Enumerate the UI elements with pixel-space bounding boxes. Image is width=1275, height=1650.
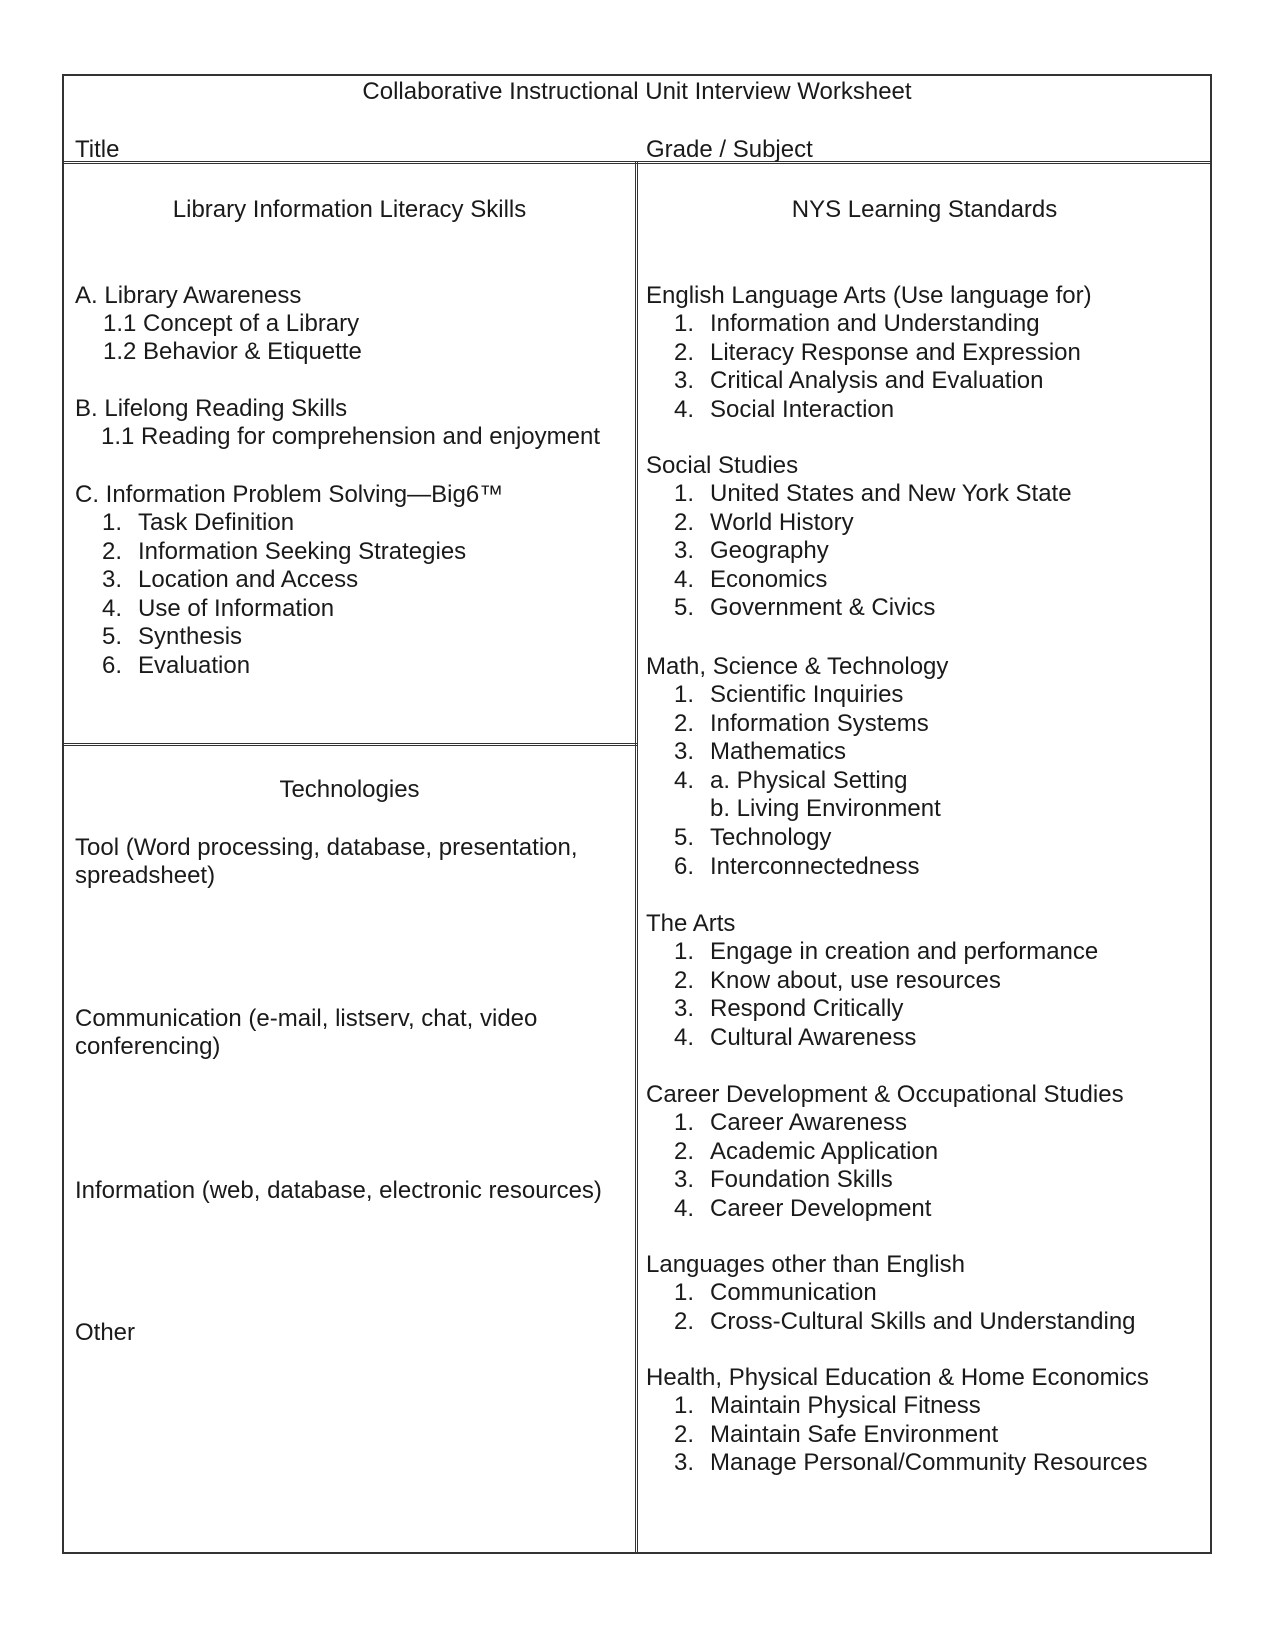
- list-item: 1.2 Behavior & Etiquette: [103, 338, 362, 365]
- section-label: B. Lifelong Reading Skills: [75, 395, 348, 422]
- list-item: 3. Respond Critically: [674, 995, 904, 1023]
- list-item: b. Living Environment: [710, 795, 941, 823]
- health-list: [674, 1392, 1148, 1478]
- list-item: 1. Scientific Inquiries: [674, 681, 904, 708]
- list-item: 1. Communication: [674, 1279, 877, 1306]
- list-item: 1. Engage in creation and performance: [674, 938, 1099, 965]
- career-list: [674, 1109, 938, 1223]
- list-item: 2. Literacy Response and Expression: [674, 338, 1081, 366]
- section-label: Languages other than English: [646, 1251, 965, 1278]
- list-item: 1.1 Concept of a Library: [103, 310, 360, 337]
- list-item: 1. Career Awareness: [674, 1109, 907, 1136]
- section-label: Health, Physical Education & Home Economics: [646, 1364, 1149, 1391]
- list-item: 4. Career Development: [674, 1194, 932, 1222]
- left-divider: [62, 743, 637, 746]
- tool-label-cont: spreadsheet): [75, 862, 216, 889]
- technologies-heading: Technologies: [279, 776, 420, 803]
- languages-list: [674, 1279, 1136, 1336]
- list-item: 3. Foundation Skills: [674, 1166, 893, 1194]
- communication-label-cont: conferencing): [75, 1033, 221, 1060]
- list-item: 3. Location and Access: [102, 566, 359, 594]
- list-item: 3. Manage Personal/Community Resources: [674, 1449, 1148, 1477]
- section-label: C. Information Problem Solving—Big6™: [75, 481, 504, 508]
- list-item: 6. Evaluation: [102, 651, 251, 679]
- section-label: A. Library Awareness: [75, 282, 302, 309]
- list-item: 1. United States and New York State: [674, 480, 1072, 507]
- list-item: 4. Economics: [674, 565, 828, 593]
- list-item: 1. Information and Understanding: [674, 310, 1040, 337]
- ela-list: [674, 310, 1081, 424]
- list-item: 1. Task Definition: [102, 509, 295, 536]
- section-label: Social Studies: [646, 452, 799, 479]
- list-item: 3. Critical Analysis and Evaluation: [674, 367, 1044, 395]
- tool-label: Tool (Word processing, database, presentation,: [75, 834, 578, 861]
- list-item: 2. Information Systems: [674, 709, 929, 737]
- title-label: Title: [75, 136, 120, 163]
- list-item: 3. Geography: [674, 537, 829, 565]
- page-title: Collaborative Instructional Unit Interview Worksheet: [362, 78, 912, 105]
- literacy-skills-heading: Library Information Literacy Skills: [172, 196, 527, 223]
- information-label: Information (web, database, electronic resources): [75, 1177, 602, 1204]
- standards-heading: NYS Learning Standards: [791, 196, 1058, 223]
- big6-list: [102, 509, 466, 681]
- list-item: 2. Cross-Cultural Skills and Understanding: [674, 1307, 1136, 1335]
- section-label: Math, Science & Technology: [646, 653, 949, 680]
- list-item: 3. Mathematics: [674, 738, 847, 766]
- list-item: 1. Maintain Physical Fitness: [674, 1392, 981, 1419]
- math-science-list: [674, 681, 941, 881]
- column-divider: [635, 161, 638, 1554]
- list-item: 4. a. Physical Setting: [674, 766, 908, 794]
- communication-label: Communication (e-mail, listserv, chat, video: [75, 1005, 538, 1032]
- list-item: 2. Academic Application: [674, 1137, 939, 1165]
- list-item: 2. World History: [674, 508, 854, 536]
- section-label: The Arts: [646, 910, 736, 937]
- list-item: 5. Synthesis: [102, 623, 243, 651]
- section-label: Career Development & Occupational Studies: [646, 1081, 1124, 1108]
- list-item: 1.1 Reading for comprehension and enjoyment: [101, 423, 600, 450]
- list-item: 5. Government & Civics: [674, 594, 936, 622]
- list-item: 2. Know about, use resources: [674, 966, 1001, 994]
- list-item: 5. Technology: [674, 823, 832, 851]
- list-item: 4. Use of Information: [102, 594, 335, 622]
- section-label: English Language Arts (Use language for): [646, 282, 1092, 309]
- arts-list: [674, 938, 1098, 1052]
- social-studies-list: [674, 480, 1072, 623]
- grade-subject-label: Grade / Subject: [646, 136, 813, 163]
- other-label: Other: [75, 1319, 136, 1346]
- list-item: 6. Interconnectedness: [674, 852, 920, 880]
- list-item: 4. Social Interaction: [674, 395, 895, 423]
- list-item: 2. Information Seeking Strategies: [102, 537, 467, 565]
- list-item: 2. Maintain Safe Environment: [674, 1420, 999, 1448]
- list-item: 4. Cultural Awareness: [674, 1023, 917, 1051]
